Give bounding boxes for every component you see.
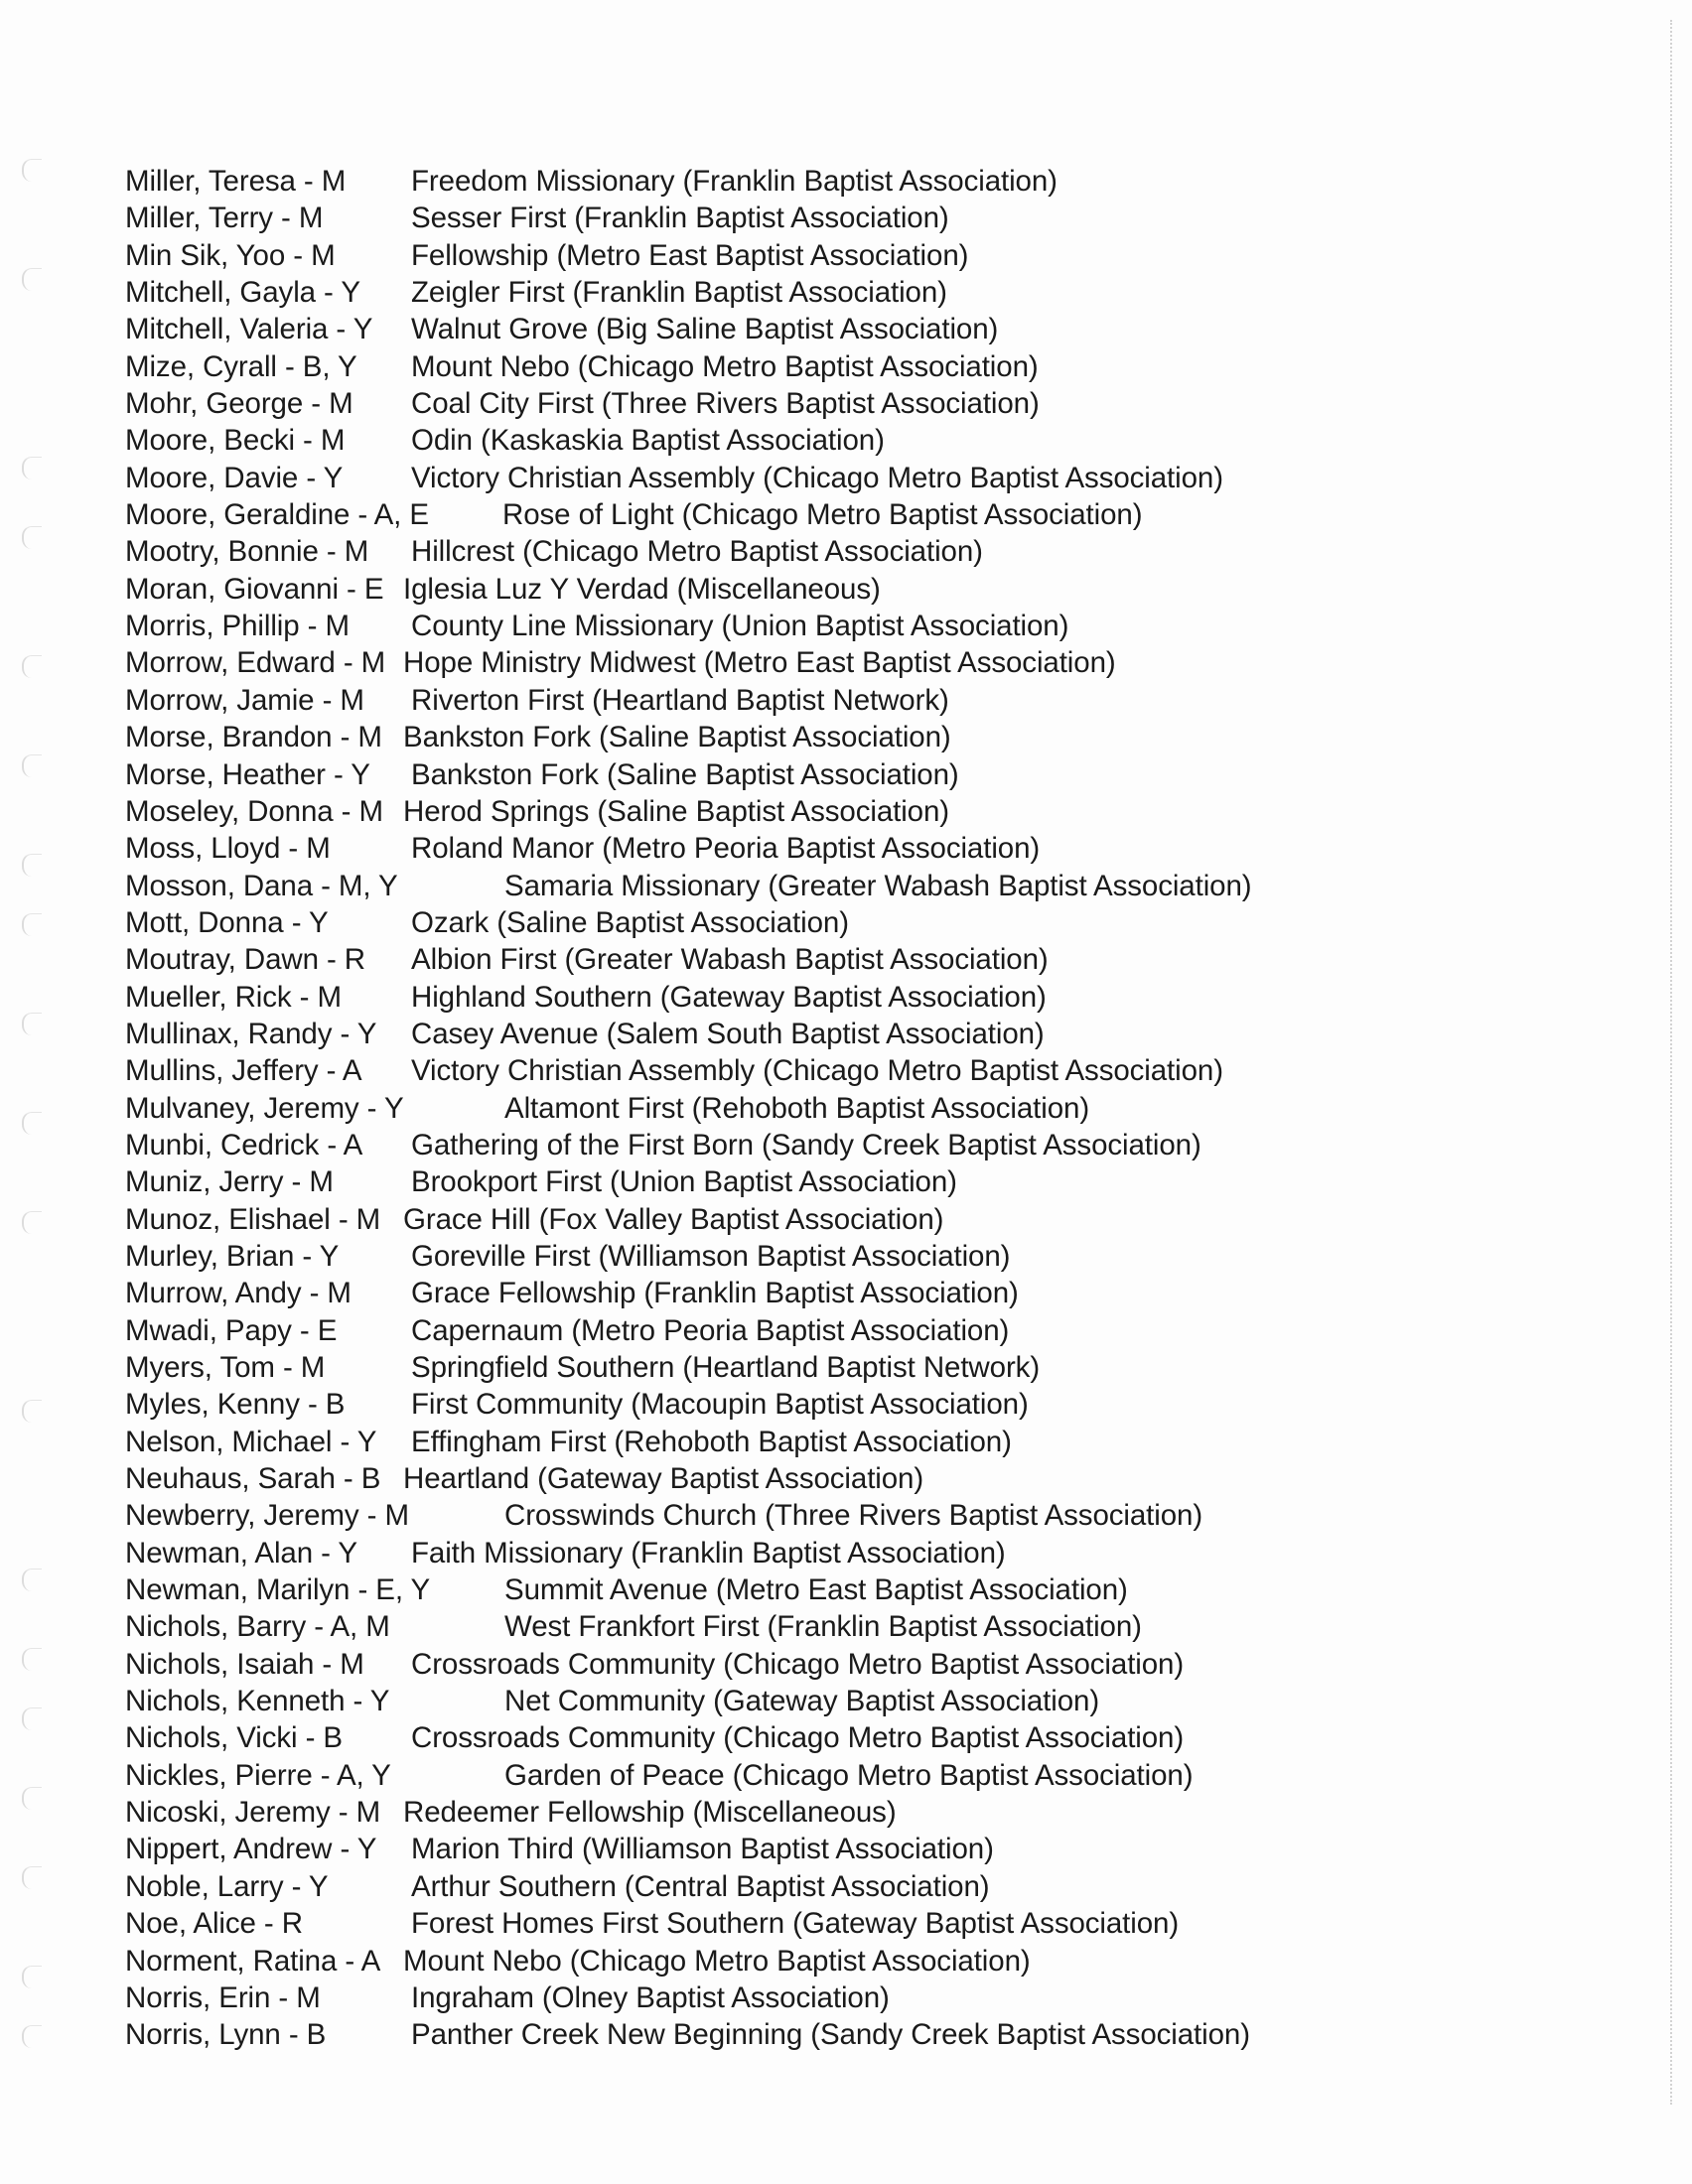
person-name: Morrow, Jamie - M bbox=[125, 683, 364, 717]
roster-entry bbox=[125, 1386, 1346, 1423]
person-name: Moore, Becki - M bbox=[125, 424, 346, 458]
person-name: Nichols, Kenneth - Y bbox=[125, 1685, 390, 1718]
person-name: Mullins, Jeffery - A bbox=[125, 1054, 362, 1088]
church-association: Freedom Missionary (Franklin Baptist Association) bbox=[411, 165, 1058, 198]
roster-entry bbox=[125, 1127, 1346, 1163]
punch-mark bbox=[22, 526, 42, 549]
roster-entry bbox=[125, 682, 1346, 719]
roster-entry bbox=[125, 1719, 1346, 1756]
roster-entry bbox=[125, 719, 1346, 755]
church-association: Zeigler First (Franklin Baptist Association) bbox=[411, 276, 947, 310]
person-name: Moran, Giovanni - E bbox=[125, 572, 384, 606]
roster-entry bbox=[125, 1163, 1346, 1200]
person-name: Moss, Lloyd - M bbox=[125, 832, 331, 866]
punch-mark bbox=[22, 1112, 42, 1135]
church-association: County Line Missionary (Union Baptist Association) bbox=[411, 610, 1069, 643]
roster-entry bbox=[125, 422, 1346, 459]
person-name: Morse, Heather - Y bbox=[125, 757, 370, 791]
church-association: Fellowship (Metro East Baptist Association) bbox=[411, 238, 969, 272]
punch-mark bbox=[22, 1400, 42, 1423]
church-association: Marion Third (Williamson Baptist Association) bbox=[411, 1833, 994, 1866]
church-association: Goreville First (Williamson Baptist Association) bbox=[411, 1239, 1011, 1273]
church-association: First Community (Macoupin Baptist Association) bbox=[411, 1388, 1029, 1422]
person-name: Noe, Alice - R bbox=[125, 1907, 303, 1941]
punch-mark bbox=[22, 854, 42, 877]
roster-entry bbox=[125, 1683, 1346, 1719]
person-name: Nippert, Andrew - Y bbox=[125, 1833, 377, 1866]
person-name: Munoz, Elishael - M bbox=[125, 1202, 381, 1236]
church-association: Forest Homes First Southern (Gateway Baptist Association) bbox=[411, 1907, 1180, 1941]
person-name: Nicoski, Jeremy - M bbox=[125, 1796, 381, 1830]
person-name: Min Sik, Yoo - M bbox=[125, 238, 336, 272]
church-association: Crossroads Community (Chicago Metro Baptist Association) bbox=[411, 1647, 1185, 1681]
punch-mark bbox=[22, 913, 42, 936]
roster-entry bbox=[125, 1424, 1346, 1460]
church-association: Victory Christian Assembly (Chicago Metro Baptist Association) bbox=[411, 1054, 1223, 1088]
roster-entry bbox=[125, 1794, 1346, 1831]
roster-entry bbox=[125, 904, 1346, 941]
church-association: Walnut Grove (Big Saline Baptist Association) bbox=[411, 313, 999, 346]
person-name: Noble, Larry - Y bbox=[125, 1869, 329, 1903]
roster-entry bbox=[125, 1571, 1346, 1608]
person-name: Morris, Phillip - M bbox=[125, 610, 350, 643]
church-association: Samaria Missionary (Greater Wabash Baptist Association) bbox=[504, 869, 1252, 902]
person-name: Nichols, Vicki - B bbox=[125, 1721, 343, 1755]
roster-entry bbox=[125, 1238, 1346, 1275]
church-association: Crossroads Community (Chicago Metro Baptist Association) bbox=[411, 1721, 1185, 1755]
roster-entry bbox=[125, 2016, 1346, 2053]
roster-entry bbox=[125, 496, 1346, 533]
punch-mark bbox=[22, 2025, 42, 2048]
person-name: Mullinax, Randy - Y bbox=[125, 1017, 377, 1050]
roster-entry bbox=[125, 608, 1346, 644]
person-name: Mulvaney, Jeremy - Y bbox=[125, 1091, 404, 1125]
roster-entry bbox=[125, 1349, 1346, 1386]
person-name: Norris, Erin - M bbox=[125, 1980, 321, 2014]
church-association: Herod Springs (Saline Baptist Association) bbox=[403, 794, 950, 828]
person-name: Norment, Ratina - A bbox=[125, 1944, 381, 1978]
roster-entry bbox=[125, 1868, 1346, 1905]
church-association: Mount Nebo (Chicago Metro Baptist Association) bbox=[403, 1944, 1031, 1978]
church-association: Hope Ministry Midwest (Metro East Baptist Association) bbox=[403, 646, 1116, 680]
church-association: Springfield Southern (Heartland Baptist Network) bbox=[411, 1351, 1041, 1384]
roster-entry bbox=[125, 1905, 1346, 1942]
person-name: Mosson, Dana - M, Y bbox=[125, 869, 398, 902]
punch-mark bbox=[22, 655, 42, 678]
person-name: Munbi, Cedrick - A bbox=[125, 1128, 363, 1161]
roster-entry bbox=[125, 1646, 1346, 1683]
church-association: Coal City First (Three Rivers Baptist Association) bbox=[411, 387, 1040, 421]
roster-entry bbox=[125, 1535, 1346, 1571]
person-name: Mitchell, Valeria - Y bbox=[125, 313, 373, 346]
church-association: Effingham First (Rehoboth Baptist Association) bbox=[411, 1425, 1012, 1458]
person-name: Myles, Kenny - B bbox=[125, 1388, 346, 1422]
church-association: Highland Southern (Gateway Baptist Association) bbox=[411, 980, 1047, 1014]
roster-entry bbox=[125, 1757, 1346, 1794]
church-association: Gathering of the First Born (Sandy Creek Baptist Association) bbox=[411, 1128, 1201, 1161]
punch-mark bbox=[22, 1211, 42, 1234]
roster-entry bbox=[125, 348, 1346, 385]
right-edge-scan-line bbox=[1670, 20, 1672, 2105]
roster-entry bbox=[125, 1201, 1346, 1238]
church-association: Panther Creek New Beginning (Sandy Creek Baptist Association) bbox=[411, 2018, 1250, 2052]
punch-mark bbox=[22, 1569, 42, 1591]
person-name: Moore, Geraldine - A, E bbox=[125, 498, 429, 532]
person-name: Nichols, Barry - A, M bbox=[125, 1610, 390, 1644]
roster-entry bbox=[125, 941, 1346, 978]
punch-mark bbox=[22, 1966, 42, 1988]
church-association: Altamont First (Rehoboth Baptist Association) bbox=[504, 1091, 1090, 1125]
person-name: Mootry, Bonnie - M bbox=[125, 535, 369, 569]
roster-list bbox=[125, 163, 1346, 2054]
person-name: Morse, Brandon - M bbox=[125, 721, 382, 754]
church-association: Garden of Peace (Chicago Metro Baptist Association) bbox=[504, 1758, 1194, 1792]
person-name: Morrow, Edward - M bbox=[125, 646, 386, 680]
church-association: Net Community (Gateway Baptist Association) bbox=[504, 1685, 1100, 1718]
person-name: Nickles, Pierre - A, Y bbox=[125, 1758, 391, 1792]
punch-mark bbox=[22, 1648, 42, 1671]
church-association: Riverton First (Heartland Baptist Network) bbox=[411, 683, 949, 717]
church-association: Brookport First (Union Baptist Association) bbox=[411, 1165, 957, 1199]
church-association: Bankston Fork (Saline Baptist Association) bbox=[403, 721, 951, 754]
punch-mark bbox=[22, 1787, 42, 1810]
person-name: Newberry, Jeremy - M bbox=[125, 1499, 409, 1533]
roster-entry bbox=[125, 644, 1346, 681]
punch-mark bbox=[22, 1707, 42, 1730]
roster-entry bbox=[125, 1460, 1346, 1497]
roster-entry bbox=[125, 1016, 1346, 1052]
church-association: Faith Missionary (Franklin Baptist Association) bbox=[411, 1536, 1006, 1570]
person-name: Nelson, Michael - Y bbox=[125, 1425, 377, 1458]
church-association: Odin (Kaskaskia Baptist Association) bbox=[411, 424, 885, 458]
roster-entry bbox=[125, 163, 1346, 200]
roster-entry bbox=[125, 868, 1346, 904]
church-association: Mount Nebo (Chicago Metro Baptist Association) bbox=[411, 349, 1039, 383]
punch-mark bbox=[22, 754, 42, 777]
church-association: Ingraham (Olney Baptist Association) bbox=[411, 1980, 890, 2014]
person-name: Mwadi, Papy - E bbox=[125, 1313, 338, 1347]
roster-entry bbox=[125, 793, 1346, 830]
church-association: Arthur Southern (Central Baptist Association) bbox=[411, 1869, 990, 1903]
person-name: Newman, Marilyn - E, Y bbox=[125, 1573, 431, 1607]
person-name: Norris, Lynn - B bbox=[125, 2018, 327, 2052]
roster-entry bbox=[125, 1608, 1346, 1645]
church-association: Capernaum (Metro Peoria Baptist Association) bbox=[411, 1313, 1010, 1347]
church-association: Bankston Fork (Saline Baptist Association) bbox=[411, 757, 959, 791]
person-name: Miller, Terry - M bbox=[125, 202, 324, 235]
roster-entry bbox=[125, 571, 1346, 608]
roster-entry bbox=[125, 1312, 1346, 1349]
roster-entry bbox=[125, 1090, 1346, 1127]
church-association: Crosswinds Church (Three Rivers Baptist Association) bbox=[504, 1499, 1203, 1533]
church-association: Sesser First (Franklin Baptist Association) bbox=[411, 202, 949, 235]
person-name: Nichols, Isaiah - M bbox=[125, 1647, 364, 1681]
roster-entry bbox=[125, 1943, 1346, 1979]
church-association: Iglesia Luz Y Verdad (Miscellaneous) bbox=[403, 572, 881, 606]
church-association: Roland Manor (Metro Peoria Baptist Association) bbox=[411, 832, 1041, 866]
church-association: Heartland (Gateway Baptist Association) bbox=[403, 1462, 924, 1496]
left-edge-punch-marks bbox=[22, 159, 52, 2085]
person-name: Moutray, Dawn - R bbox=[125, 943, 366, 977]
person-name: Moseley, Donna - M bbox=[125, 794, 383, 828]
roster-entry bbox=[125, 385, 1346, 422]
church-association: Ozark (Saline Baptist Association) bbox=[411, 905, 849, 939]
roster-entry bbox=[125, 1052, 1346, 1089]
person-name: Murley, Brian - Y bbox=[125, 1239, 340, 1273]
punch-mark bbox=[22, 1013, 42, 1035]
church-association: Hillcrest (Chicago Metro Baptist Association) bbox=[411, 535, 983, 569]
person-name: Myers, Tom - M bbox=[125, 1351, 326, 1384]
church-association: Victory Christian Assembly (Chicago Metro Baptist Association) bbox=[411, 461, 1223, 494]
punch-mark bbox=[22, 268, 42, 291]
roster-entry bbox=[125, 311, 1346, 347]
church-association: Grace Hill (Fox Valley Baptist Association) bbox=[403, 1202, 944, 1236]
person-name: Moore, Davie - Y bbox=[125, 461, 344, 494]
roster-entry bbox=[125, 1497, 1346, 1534]
church-association: Rose of Light (Chicago Metro Baptist Association) bbox=[502, 498, 1143, 532]
church-association: Redeemer Fellowship (Miscellaneous) bbox=[403, 1796, 897, 1830]
person-name: Neuhaus, Sarah - B bbox=[125, 1462, 381, 1496]
roster-entry bbox=[125, 756, 1346, 793]
church-association: Casey Avenue (Salem South Baptist Association) bbox=[411, 1017, 1045, 1050]
church-association: Albion First (Greater Wabash Baptist Association) bbox=[411, 943, 1049, 977]
roster-entry bbox=[125, 1979, 1346, 2016]
punch-mark bbox=[22, 1866, 42, 1889]
roster-entry bbox=[125, 200, 1346, 236]
person-name: Murrow, Andy - M bbox=[125, 1277, 352, 1310]
roster-entry bbox=[125, 830, 1346, 867]
roster-entry bbox=[125, 1831, 1346, 1867]
person-name: Mott, Donna - Y bbox=[125, 905, 329, 939]
roster-entry bbox=[125, 460, 1346, 496]
roster-entry bbox=[125, 979, 1346, 1016]
church-association: West Frankfort First (Franklin Baptist Association) bbox=[504, 1610, 1142, 1644]
punch-mark bbox=[22, 159, 42, 182]
roster-entry bbox=[125, 274, 1346, 311]
person-name: Muniz, Jerry - M bbox=[125, 1165, 334, 1199]
person-name: Newman, Alan - Y bbox=[125, 1536, 357, 1570]
person-name: Mohr, George - M bbox=[125, 387, 353, 421]
person-name: Mize, Cyrall - B, Y bbox=[125, 349, 357, 383]
roster-entry bbox=[125, 1275, 1346, 1311]
roster-entry bbox=[125, 533, 1346, 570]
roster-entry bbox=[125, 237, 1346, 274]
punch-mark bbox=[22, 457, 42, 479]
church-association: Grace Fellowship (Franklin Baptist Association) bbox=[411, 1277, 1019, 1310]
church-association: Summit Avenue (Metro East Baptist Association) bbox=[504, 1573, 1128, 1607]
person-name: Miller, Teresa - M bbox=[125, 165, 347, 198]
person-name: Mitchell, Gayla - Y bbox=[125, 276, 360, 310]
person-name: Mueller, Rick - M bbox=[125, 980, 342, 1014]
